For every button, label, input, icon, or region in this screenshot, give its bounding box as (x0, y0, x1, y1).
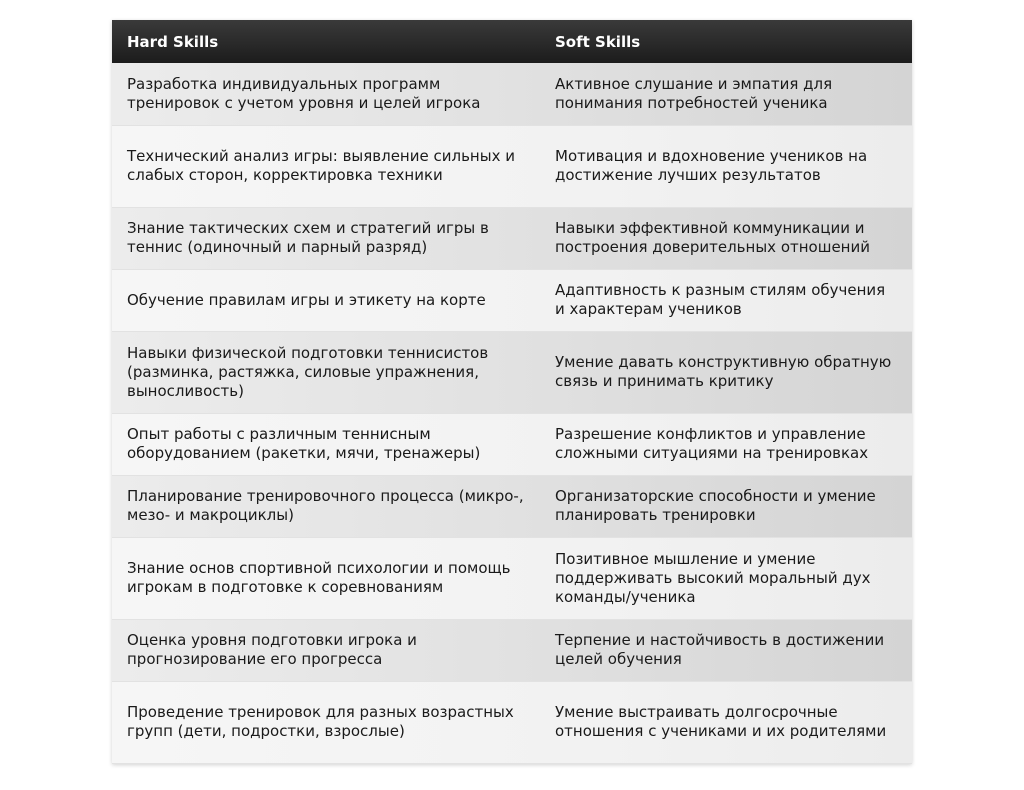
soft-skill-cell: Терпение и настойчивость в достижении целей обучения (540, 619, 912, 681)
table-header (112, 20, 912, 63)
soft-skill-cell: Навыки эффективной коммуникации и построения доверительных отношений (540, 207, 912, 269)
soft-skill-cell: Умение давать конструктивную обратную связь и принимать критику (540, 331, 912, 413)
hard-skill-cell: Знание основ спортивной психологии и помощь игрокам в подготовке к соревнованиям (112, 537, 540, 619)
hard-skill-cell: Планирование тренировочного процесса (микро-, мезо- и макроциклы) (112, 475, 540, 537)
hard-skill-cell: Навыки физической подготовки теннисистов (разминка, растяжка, силовые упражнения, выносливость) (112, 331, 540, 413)
table-row (112, 619, 912, 681)
hard-skill-cell: Обучение правилам игры и этикету на корте (112, 269, 540, 331)
table-row (112, 331, 912, 413)
soft-skill-cell: Умение выстраивать долгосрочные отношения с учениками и их родителями (540, 681, 912, 763)
soft-skill-cell: Адаптивность к разным стилям обучения и характерам учеников (540, 269, 912, 331)
table-row (112, 269, 912, 331)
table-row (112, 207, 912, 269)
hard-skill-cell: Опыт работы с различным теннисным оборудованием (ракетки, мячи, тренажеры) (112, 413, 540, 475)
header-soft-skills: Soft Skills (555, 32, 641, 51)
table-row (112, 413, 912, 475)
soft-skill-cell: Активное слушание и эмпатия для понимания потребностей ученика (540, 63, 912, 125)
header-hard-skills: Hard Skills (127, 32, 219, 51)
table-row (112, 475, 912, 537)
soft-skill-cell: Позитивное мышление и умение поддерживать высокий моральный дух команды/ученика (540, 537, 912, 619)
table-row (112, 63, 912, 125)
table-row (112, 537, 912, 619)
skills-table (112, 20, 912, 764)
skills-table-container (112, 20, 912, 764)
hard-skill-cell: Знание тактических схем и стратегий игры в теннис (одиночный и парный разряд) (112, 207, 540, 269)
soft-skill-cell: Разрешение конфликтов и управление сложными ситуациями на тренировках (540, 413, 912, 475)
hard-skill-cell: Оценка уровня подготовки игрока и прогнозирование его прогресса (112, 619, 540, 681)
table-body (112, 63, 912, 763)
soft-skill-cell: Организаторские способности и умение планировать тренировки (540, 475, 912, 537)
table-row (112, 125, 912, 207)
hard-skill-cell: Проведение тренировок для разных возрастных групп (дети, подростки, взрослые) (112, 681, 540, 763)
soft-skill-cell: Мотивация и вдохновение учеников на достижение лучших результатов (540, 125, 912, 207)
hard-skill-cell: Разработка индивидуальных программ тренировок с учетом уровня и целей игрока (112, 63, 540, 125)
hard-skill-cell: Технический анализ игры: выявление сильных и слабых сторон, корректировка техники (112, 125, 540, 207)
header-row (112, 20, 912, 63)
table-row (112, 681, 912, 763)
